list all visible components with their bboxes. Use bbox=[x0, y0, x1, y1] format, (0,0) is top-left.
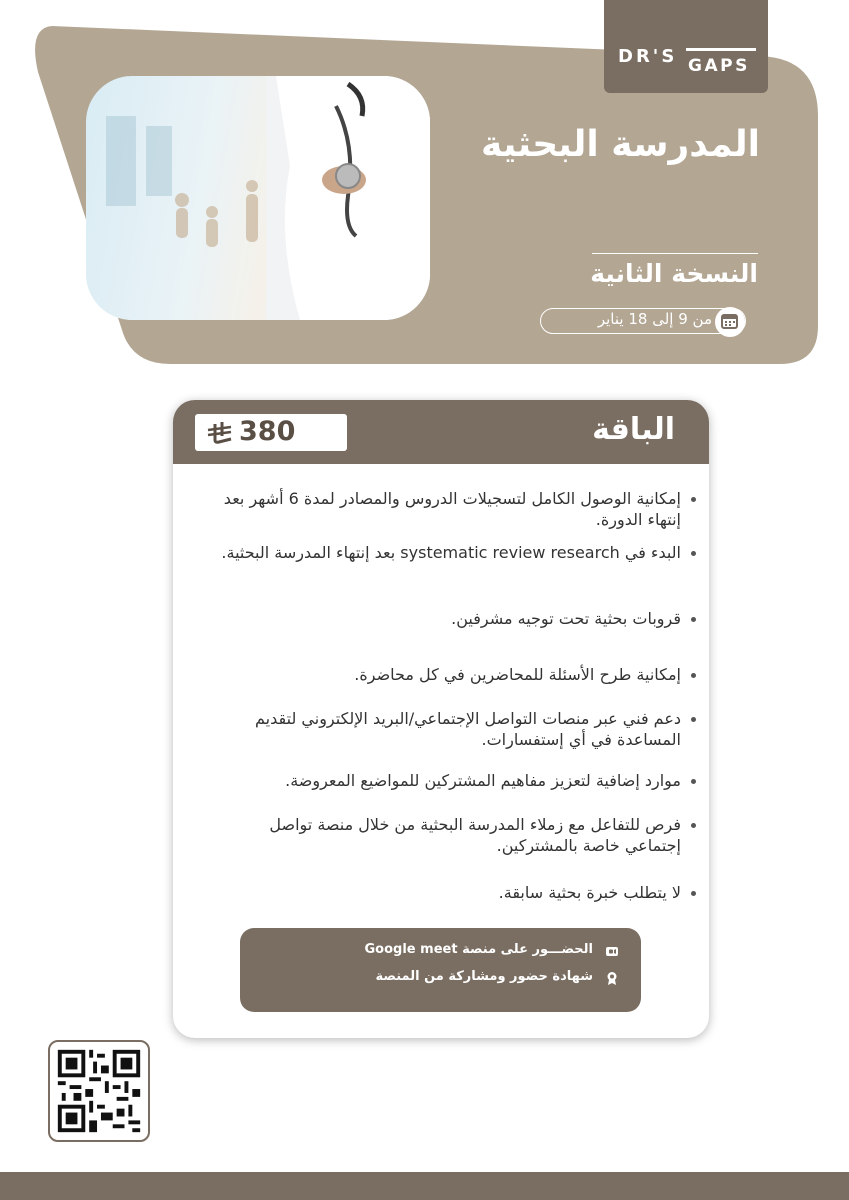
list-item: إمكانية طرح الأسئلة للمحاضرين في كل محاضرة. bbox=[211, 664, 681, 685]
logo-text-top: DR'S bbox=[618, 46, 678, 67]
brand-logo bbox=[604, 0, 768, 93]
info-box bbox=[240, 928, 641, 1012]
package-header bbox=[173, 400, 709, 464]
logo-text-bottom: GAPS bbox=[688, 56, 750, 76]
date-range: من 9 إلى 18 يناير bbox=[597, 310, 712, 328]
list-item: فرص للتفاعل مع زملاء المدرسة البحثية من خلال منصة تواصل إجتماعي خاصة بالمشتركين. bbox=[211, 814, 681, 856]
list-item: دعم فني عبر منصات التواصل الإجتماعي/البريد الإلكتروني لتقديم المساعدة في أي إستفسارات. bbox=[211, 708, 681, 750]
logo-divider bbox=[686, 48, 756, 51]
hero-photo bbox=[86, 76, 430, 320]
edition-label: النسخة الثانية bbox=[590, 259, 758, 288]
price-box bbox=[195, 414, 347, 451]
list-item: إمكانية الوصول الكامل لتسجيلات الدروس والمصادر لمدة 6 أشهر بعد إنتهاء الدورة. bbox=[211, 488, 681, 530]
footer-bar bbox=[0, 1172, 849, 1200]
list-item: قروبات بحثية تحت توجيه مشرفين. bbox=[211, 608, 681, 629]
riyal-icon bbox=[207, 422, 233, 444]
qr-code[interactable] bbox=[48, 1040, 150, 1142]
certificate-icon bbox=[605, 971, 619, 985]
price-value: 380 bbox=[239, 416, 296, 447]
attendance-text: الحضـــور على منصة Google meet bbox=[364, 942, 593, 957]
certificate-text: شهادة حضور ومشاركة من المنصة bbox=[375, 969, 593, 984]
list-item: موارد إضافية لتعزيز مفاهيم المشتركين للمواضيع المعروضة. bbox=[211, 770, 681, 791]
list-item: لا يتطلب خبرة بحثية سابقة. bbox=[211, 882, 681, 903]
title-divider bbox=[592, 253, 758, 254]
list-item: البدء في systematic review research بعد إنتهاء المدرسة البحثية. bbox=[211, 542, 681, 563]
calendar-icon bbox=[715, 307, 745, 337]
page-title: المدرسة البحثية bbox=[481, 124, 760, 165]
video-camera-icon bbox=[605, 944, 619, 958]
package-title: الباقة bbox=[592, 412, 675, 447]
package-card bbox=[173, 400, 709, 1038]
